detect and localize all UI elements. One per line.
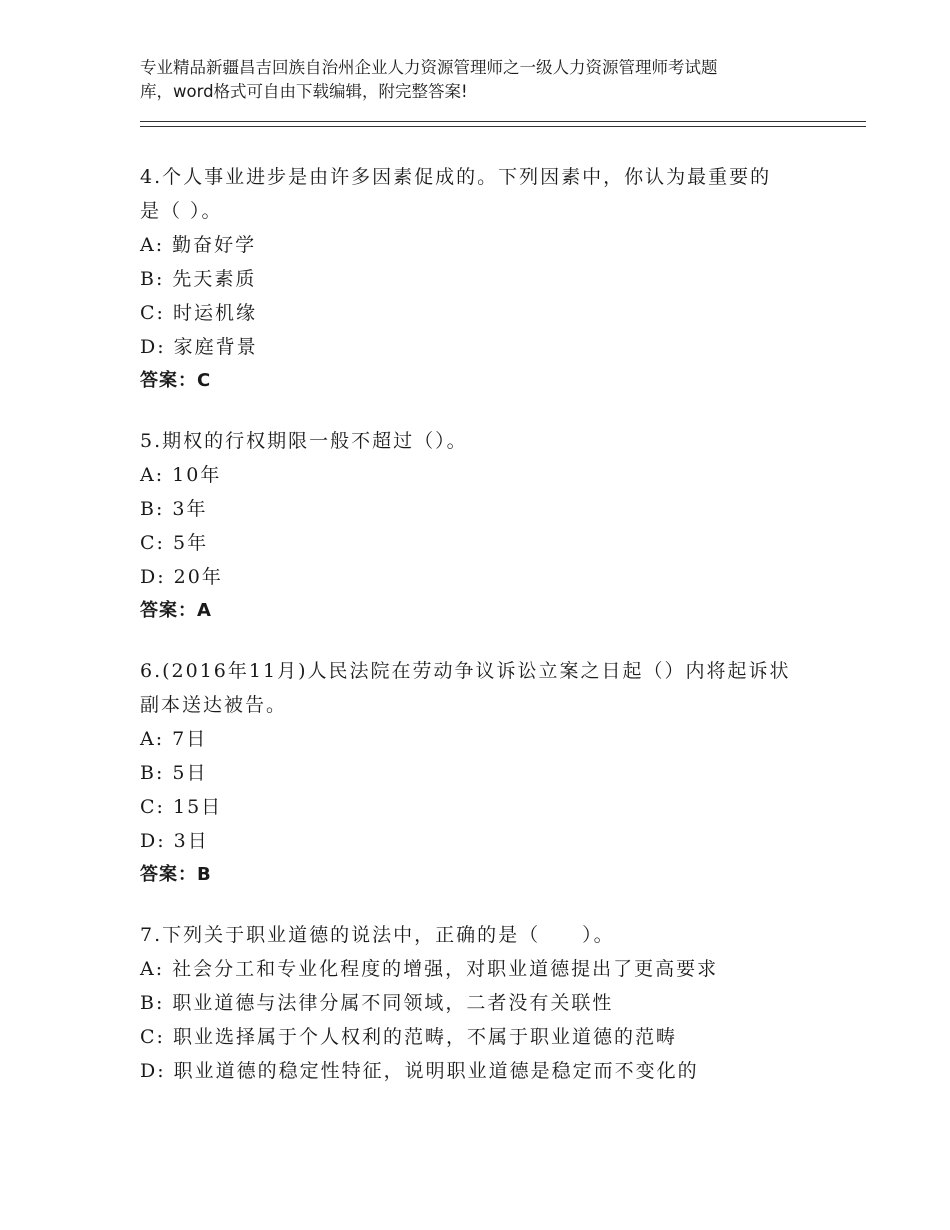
option-a: A: 7日: [140, 728, 208, 750]
option-b: B: 5日: [140, 762, 208, 784]
question-stem: [140, 918, 866, 952]
option-a: A: 社会分工和专业化程度的增强，对职业道德提出了更高要求: [140, 958, 719, 980]
answer-label: 答案：B: [140, 864, 212, 885]
option-b: B: 先天素质: [140, 268, 257, 290]
option-d: D: 20年: [140, 566, 223, 588]
option-d: D: 3日: [140, 830, 209, 852]
question-stem: [140, 424, 866, 458]
option-b: B: 职业道德与法律分属不同领域，二者没有关联性: [140, 992, 614, 1014]
question-4: [140, 160, 866, 398]
header-divider-bottom: [140, 126, 866, 127]
question-5: [140, 424, 866, 628]
question-stem-line: 6.(2016年11月)人民法院在劳动争议诉讼立案之日起（）内将起诉状: [140, 660, 791, 682]
option-d: D: 职业道德的稳定性特征，说明职业道德是稳定而不变化的: [140, 1060, 699, 1082]
header-title-line-1: 专业精品新疆昌吉回族自治州企业人力资源管理师之一级人力资源管理师考试题: [140, 58, 718, 77]
option-a: A: 勤奋好学: [140, 234, 257, 256]
option-c: C: 时运机缘: [140, 302, 257, 324]
option-d: D: 家庭背景: [140, 336, 258, 358]
question-stem-line: 4.个人事业进步是由许多因素促成的。下列因素中，你认为最重要的: [140, 166, 772, 188]
option-c: C: 15日: [140, 796, 223, 818]
header-title-line-2: 库，word格式可自由下载编辑，附完整答案!: [140, 82, 468, 101]
question-6: [140, 654, 866, 892]
document-header: [140, 56, 840, 104]
answer-label: 答案：A: [140, 600, 212, 621]
question-stem: [140, 160, 866, 228]
question-stem-line: 5.期权的行权期限一般不超过（）。: [140, 430, 468, 452]
option-a: A: 10年: [140, 464, 222, 486]
answer-label: 答案：C: [140, 370, 212, 391]
header-divider-top: [140, 121, 866, 122]
option-b: B: 3年: [140, 498, 208, 520]
question-stem-line: 是（ ）。: [140, 200, 223, 222]
question-7: [140, 918, 866, 1088]
question-list: [140, 160, 866, 1114]
question-stem: [140, 654, 866, 722]
option-c: C: 职业选择属于个人权利的范畴，不属于职业道德的范畴: [140, 1026, 677, 1048]
option-c: C: 5年: [140, 532, 209, 554]
question-stem-line: 7.下列关于职业道德的说法中，正确的是（ ）。: [140, 924, 615, 946]
question-stem-line: 副本送达被告。: [140, 694, 288, 716]
